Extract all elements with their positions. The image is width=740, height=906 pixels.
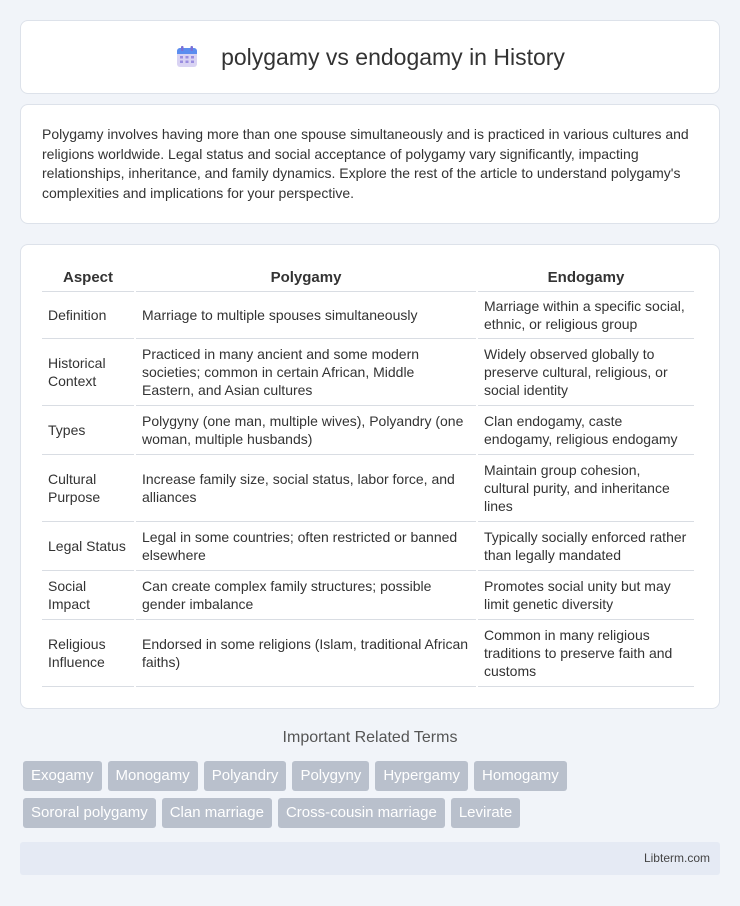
tag-levirate[interactable]: Levirate [451,798,520,828]
row-endogamy: Promotes social unity but may limit genetic diversity [478,571,694,620]
related-terms-heading: Important Related Terms [282,729,458,746]
row-aspect: Religious Influence [42,620,134,687]
table-row [42,292,694,339]
row-polygamy: Marriage to multiple spouses simultaneously [136,292,476,339]
footer [20,842,720,875]
intro-card [20,104,720,224]
comparison-table-card [20,244,720,709]
row-aspect: Definition [42,292,134,339]
row-polygamy: Legal in some countries; often restricted or banned elsewhere [136,522,476,571]
table-row [42,522,694,571]
tag-polygyny[interactable]: Polygyny [292,761,369,791]
title-wrap [175,44,565,71]
row-aspect: Cultural Purpose [42,455,134,522]
tag-monogamy[interactable]: Monogamy [108,761,198,791]
row-polygamy: Endorsed in some religions (Islam, traditional African faiths) [136,620,476,687]
footer-site-link[interactable]: Libterm.com [643,851,710,865]
row-endogamy: Common in many religious traditions to preserve faith and customs [478,620,694,687]
row-aspect: Social Impact [42,571,134,620]
table-header-row [42,263,694,292]
row-aspect: Historical Context [42,339,134,406]
tag-row [23,761,723,791]
header-endogamy: Endogamy [478,263,694,292]
tag-sororal-polygamy[interactable]: Sororal polygamy [23,798,156,828]
page-title: polygamy vs endogamy in History [221,43,565,70]
intro-text: Polygamy involves having more than one spouse simultaneously and is practiced in various cultures and religions worldwide. Legal status and social acceptance of polygamy vary significantly, impacting relationships, inheritance, and family dynamics. Explore the rest of the article to understand polygamy's complexities and implications for your perspective. [42,126,689,201]
row-endogamy: Marriage within a specific social, ethnic, or religious group [478,292,694,339]
header-polygamy: Polygamy [136,263,476,292]
row-polygamy: Increase family size, social status, labor force, and alliances [136,455,476,522]
table-row [42,571,694,620]
header-card [20,20,720,94]
tag-exogamy[interactable]: Exogamy [23,761,102,791]
tag-cross-cousin-marriage[interactable]: Cross-cousin marriage [278,798,445,828]
row-polygamy: Polygyny (one man, multiple wives), Polyandry (one woman, multiple husbands) [136,406,476,455]
row-polygamy: Can create complex family structures; possible gender imbalance [136,571,476,620]
table-row [42,455,694,522]
table-row [42,620,694,687]
tag-polyandry[interactable]: Polyandry [204,761,287,791]
row-endogamy: Typically socially enforced rather than legally mandated [478,522,694,571]
row-aspect: Types [42,406,134,455]
table-row [42,406,694,455]
row-endogamy: Widely observed globally to preserve cultural, religious, or social identity [478,339,694,406]
row-endogamy: Clan endogamy, caste endogamy, religious endogamy [478,406,694,455]
tag-homogamy[interactable]: Homogamy [474,761,567,791]
row-aspect: Legal Status [42,522,134,571]
tag-clan-marriage[interactable]: Clan marriage [162,798,272,828]
row-endogamy: Maintain group cohesion, cultural purity, and inheritance lines [478,455,694,522]
header-aspect: Aspect [42,263,134,292]
calendar-icon [175,45,199,69]
comparison-table [40,263,696,687]
related-terms-tags [23,761,723,835]
row-polygamy: Practiced in many ancient and some modern societies; common in certain African, Middle Eastern, and Asian cultures [136,339,476,406]
tag-hypergamy[interactable]: Hypergamy [375,761,468,791]
table-row [42,339,694,406]
tag-row [23,798,723,828]
